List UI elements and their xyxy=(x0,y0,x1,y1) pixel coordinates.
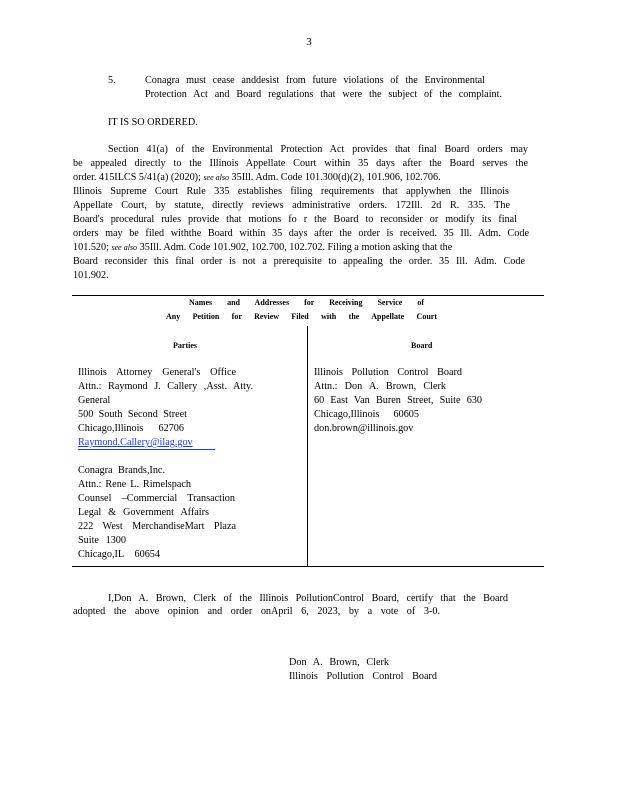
board-line1: Illinois Pollution Control Board xyxy=(314,367,462,378)
board-line4: Chicago,Illinois 60605 xyxy=(314,409,419,420)
party2-line6: Suite 1300 xyxy=(78,535,126,546)
signature-name: Don A. Brown, Clerk xyxy=(289,657,389,668)
citation-text: 35Ill. Adm. Code 101.902, 102.700, 102.702. Filing a motion asking that the xyxy=(139,242,453,253)
board-heading: Board xyxy=(411,341,433,350)
table-column-divider xyxy=(307,326,308,566)
citation-text: 35Ill. Adm. Code 101.300(d)(2), 101.906, 102.706. xyxy=(231,172,441,183)
citation-text: 101.520; xyxy=(73,242,109,253)
appeal-line-10: 101.902. xyxy=(73,270,109,281)
table-header-line2: Any Petition for Review Filed with the Appellate Court xyxy=(166,312,437,321)
certification-line1: I,Don A. Brown, Clerk of the Illinois PollutionControl Board, certify that the Board xyxy=(108,593,508,604)
appeal-line-3 xyxy=(73,171,523,185)
appeal-line-1: Section 41(a) of the Environmental Protection Act provides that final Board orders may xyxy=(108,144,528,155)
appeal-line-2: be appealed directly to the Illinois Appellate Court within 35 days after the Board serves the xyxy=(73,158,528,169)
page-number: 3 xyxy=(306,36,312,48)
board-line2: Attn.: Don A. Brown, Clerk xyxy=(314,381,446,392)
party2-line7: Chicago,IL 60654 xyxy=(78,549,160,560)
party2-line5: 222 West MerchandiseMart Plaza xyxy=(78,521,236,532)
party1-email-wrap xyxy=(78,436,215,450)
so-ordered: IT IS SO ORDERED. xyxy=(108,117,198,128)
table-bottom-rule xyxy=(72,566,544,567)
party2-line2: Attn.: Rene L. Rimelspach xyxy=(78,479,191,490)
item5-line2: Protection Act and Board regulations that were the subject of the complaint. xyxy=(145,89,502,100)
party2-line4: Legal & Government Affairs xyxy=(78,507,209,518)
party1-email-link[interactable]: Raymond.Callery@ilag.gov xyxy=(78,437,193,448)
item-number: 5. xyxy=(108,75,116,86)
party1-line1: Illinois Attorney General's Office xyxy=(78,367,236,378)
signature-title: Illinois Pollution Control Board xyxy=(289,671,437,682)
party2-line1: Conagra Brands,Inc. xyxy=(78,465,165,476)
party1-line3: General xyxy=(78,395,111,406)
item5-line1: Conagra must cease anddesist from future violations of the Environmental xyxy=(145,75,485,86)
appeal-line-7: orders may be filed withthe Board within 35 days after the order is received. 35 Ill. Adm. Code xyxy=(73,228,529,239)
party2-line3: Counsel –Commercial Transaction xyxy=(78,493,235,504)
table-top-rule xyxy=(72,295,544,296)
party1-line5: Chicago,Illinois 62706 xyxy=(78,423,184,434)
party1-line4: 500 South Second Street xyxy=(78,409,187,420)
see-also: see also xyxy=(111,243,138,252)
certification-line2: adopted the above opinion and order onApril 6, 2023, by a vote of 3-0. xyxy=(73,606,440,617)
appeal-line-6: Board's procedural rules provide that motions fo r the Board to reconsider or modify its final xyxy=(73,214,517,225)
see-also: see also xyxy=(203,173,229,182)
appeal-line-8 xyxy=(73,241,533,255)
appeal-line-9: Board reconsider this final order is not a prerequisite to appealing the order. 35 Ill. Adm. Code xyxy=(73,256,525,267)
citation-text: order. 415ILCS 5/41(a) (2020); xyxy=(73,172,201,183)
board-line5: don.brown@illinois.gov xyxy=(314,423,414,434)
appeal-line-5: Appellate Court, by statute, directly reviews administrative orders. 172Ill. 2d R. 335. The xyxy=(73,200,510,211)
table-header-line1: Names and Addresses for Receiving Service of xyxy=(189,298,424,307)
appeal-line-4: Illinois Supreme Court Rule 335 establishes filing requirements that applywhen the Illinois xyxy=(73,186,509,197)
board-line3: 60 East Van Buren Street, Suite 630 xyxy=(314,395,482,406)
parties-heading: Parties xyxy=(173,341,197,350)
party1-line2: Attn.: Raymond J. Callery ,Asst. Atty. xyxy=(78,381,253,392)
